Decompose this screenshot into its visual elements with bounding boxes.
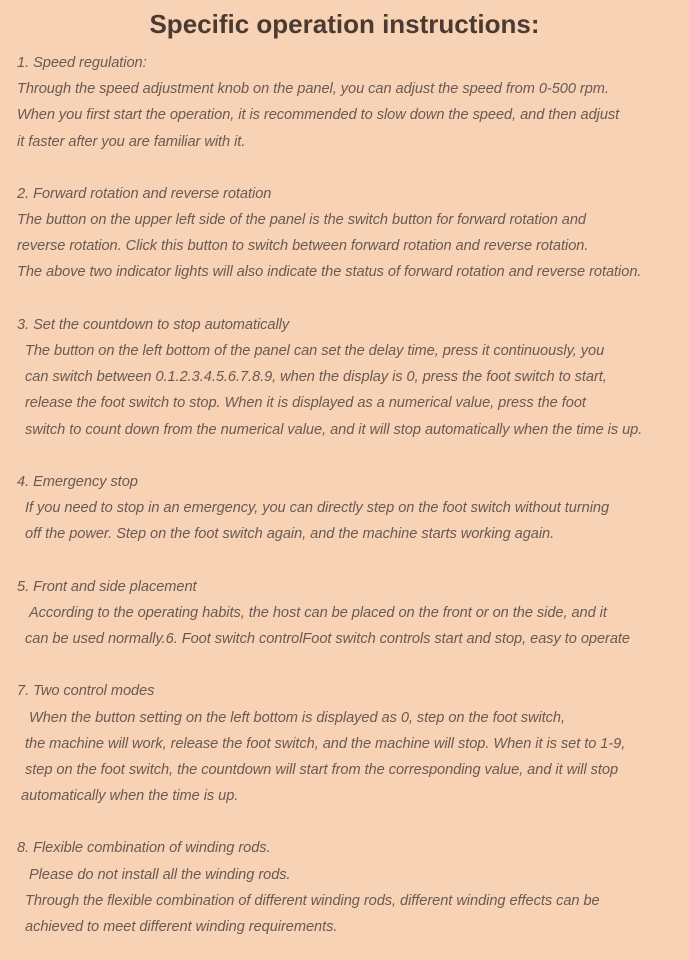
page-title: Specific operation instructions:: [149, 9, 540, 39]
section-text-line: When the button setting on the left bottom is displayed as 0, step on the foot switch,: [29, 710, 565, 726]
section-heading: 7. Two control modes: [17, 683, 155, 699]
section-heading: 5. Front and side placement: [17, 579, 197, 595]
section-text-line: the machine will work, release the foot switch, and the machine will stop. When it is set to 1-9,: [25, 736, 626, 752]
section-text-line: release the foot switch to stop. When it is displayed as a numerical value, press the foot: [25, 395, 586, 411]
section-text-line: Through the flexible combination of different winding rods, different winding effects can be: [25, 893, 600, 909]
section-heading: 3. Set the countdown to stop automatically: [17, 317, 290, 333]
section-text-line: Please do not install all the winding rods.: [29, 867, 291, 883]
section-text-line: can be used normally.6. Foot switch controlFoot switch controls start and stop, easy to operate: [25, 631, 630, 647]
section-heading: 8. Flexible combination of winding rods.: [17, 840, 271, 856]
section-text-line: reverse rotation. Click this button to switch between forward rotation and reverse rotation.: [17, 238, 589, 254]
section-text-line: The button on the upper left side of the panel is the switch button for forward rotation and: [17, 212, 586, 228]
section-text-line: According to the operating habits, the host can be placed on the front or on the side, and it: [29, 605, 607, 621]
section-text-line: switch to count down from the numerical value, and it will stop automatically when the time is up.: [25, 422, 643, 438]
section-text-line: can switch between 0.1.2.3.4.5.6.7.8.9, when the display is 0, press the foot switch to start,: [25, 369, 607, 385]
section-heading: 2. Forward rotation and reverse rotation: [17, 186, 272, 202]
section-text-line: Through the speed adjustment knob on the panel, you can adjust the speed from 0-500 rpm.: [17, 81, 609, 97]
section-text-line: step on the foot switch, the countdown will start from the corresponding value, and it will stop: [25, 762, 619, 778]
section-heading: 4. Emergency stop: [17, 474, 138, 490]
section-text-line: automatically when the time is up.: [21, 788, 239, 804]
section-heading: 1. Speed regulation:: [17, 55, 147, 71]
section-text-line: achieved to meet different winding requirements.: [25, 919, 338, 935]
section-text-line: it faster after you are familiar with it.: [17, 134, 246, 150]
section-text-line: When you first start the operation, it is recommended to slow down the speed, and then adjust: [17, 107, 620, 123]
section-text-line: The button on the left bottom of the panel can set the delay time, press it continuously, you: [25, 343, 605, 359]
section-text-line: The above two indicator lights will also indicate the status of forward rotation and reverse rotation.: [17, 264, 642, 280]
section-text-line: If you need to stop in an emergency, you can directly step on the foot switch without turning: [25, 500, 610, 516]
section-text-line: off the power. Step on the foot switch again, and the machine starts working again.: [25, 526, 555, 542]
